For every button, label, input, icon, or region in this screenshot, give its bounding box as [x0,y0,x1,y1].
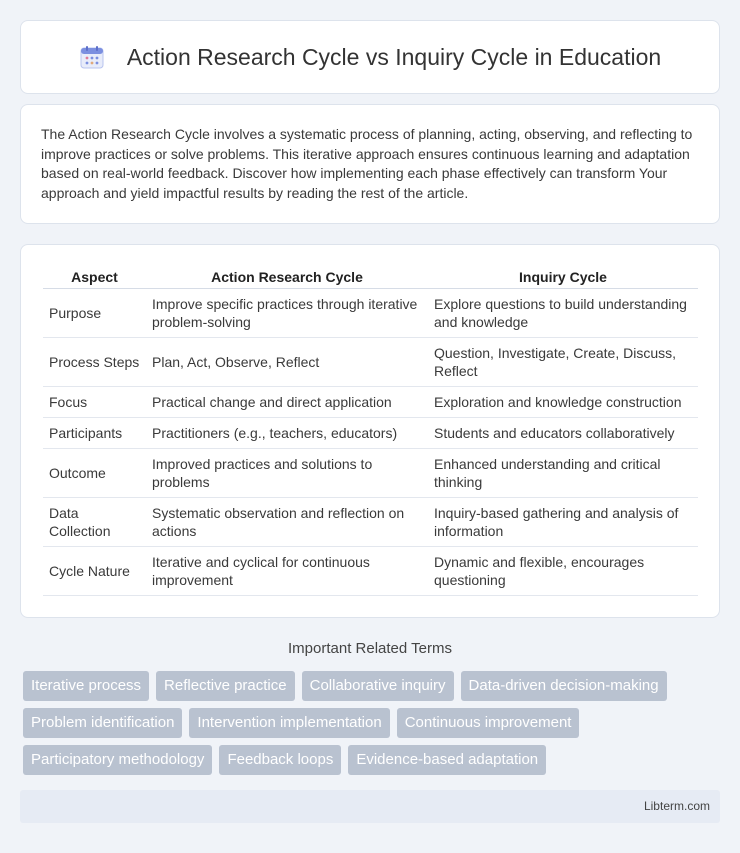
table-row [43,387,698,418]
tag-evidence-based-adaptation[interactable]: Evidence-based adaptation [348,745,546,775]
header-action-research: Action Research Cycle [146,267,428,289]
footer-site-link[interactable]: Libterm.com [643,799,710,813]
intro-card [20,104,720,224]
row-aspect: Data Collection [43,498,146,547]
row-action-research: Improved practices and solutions to problems [146,449,428,498]
tag-participatory-methodology[interactable]: Participatory methodology [23,745,212,775]
footer [20,790,720,823]
table-header-row [43,267,698,289]
row-action-research: Practical change and direct application [146,387,428,418]
row-action-research: Iterative and cyclical for continuous improvement [146,547,428,596]
tag-row [23,745,723,775]
table-row [43,547,698,596]
row-inquiry: Students and educators collaboratively [428,418,698,449]
header-card [20,20,720,94]
row-inquiry: Question, Investigate, Create, Discuss, Reflect [428,338,698,387]
table-row [43,418,698,449]
row-aspect: Outcome [43,449,146,498]
tag-data-driven-decision-making[interactable]: Data-driven decision-making [461,671,667,701]
row-aspect: Purpose [43,289,146,338]
related-terms-list [23,671,723,782]
tag-row [23,708,723,738]
tag-iterative-process[interactable]: Iterative process [23,671,149,701]
row-inquiry: Enhanced understanding and critical thinking [428,449,698,498]
comparison-card [20,244,720,618]
tag-problem-identification[interactable]: Problem identification [23,708,182,738]
header-inquiry: Inquiry Cycle [428,267,698,289]
row-aspect: Cycle Nature [43,547,146,596]
tag-continuous-improvement[interactable]: Continuous improvement [397,708,580,738]
table-row [43,338,698,387]
page-title: Action Research Cycle vs Inquiry Cycle in Education [126,43,662,70]
row-inquiry: Explore questions to build understanding and knowledge [428,289,698,338]
table-row [43,289,698,338]
header-aspect: Aspect [43,267,146,289]
row-action-research: Improve specific practices through iterative problem-solving [146,289,428,338]
comparison-table [43,267,698,596]
related-terms-title: Important Related Terms [288,640,452,657]
row-inquiry: Inquiry-based gathering and analysis of information [428,498,698,547]
row-aspect: Participants [43,418,146,449]
row-inquiry: Dynamic and flexible, encourages questioning [428,547,698,596]
title-wrap [79,44,661,71]
tag-row [23,671,723,701]
row-aspect: Process Steps [43,338,146,387]
intro-text: The Action Research Cycle involves a systematic process of planning, acting, observing, and reflecting to improve practices or solve problems. This iterative approach ensures continuous learning and adaptation based on real-world feedback. Discover how implementing each phase effectively can transform Your approach and yield impactful results by reading the rest of the article. [41,126,693,201]
row-action-research: Practitioners (e.g., teachers, educators) [146,418,428,449]
row-action-research: Systematic observation and reflection on actions [146,498,428,547]
row-action-research: Plan, Act, Observe, Reflect [146,338,428,387]
table-row [43,449,698,498]
tag-feedback-loops[interactable]: Feedback loops [219,745,341,775]
calendar-icon [79,44,105,70]
row-aspect: Focus [43,387,146,418]
tag-collaborative-inquiry[interactable]: Collaborative inquiry [302,671,454,701]
row-inquiry: Exploration and knowledge construction [428,387,698,418]
table-row [43,498,698,547]
tag-reflective-practice[interactable]: Reflective practice [156,671,295,701]
tag-intervention-implementation[interactable]: Intervention implementation [189,708,389,738]
